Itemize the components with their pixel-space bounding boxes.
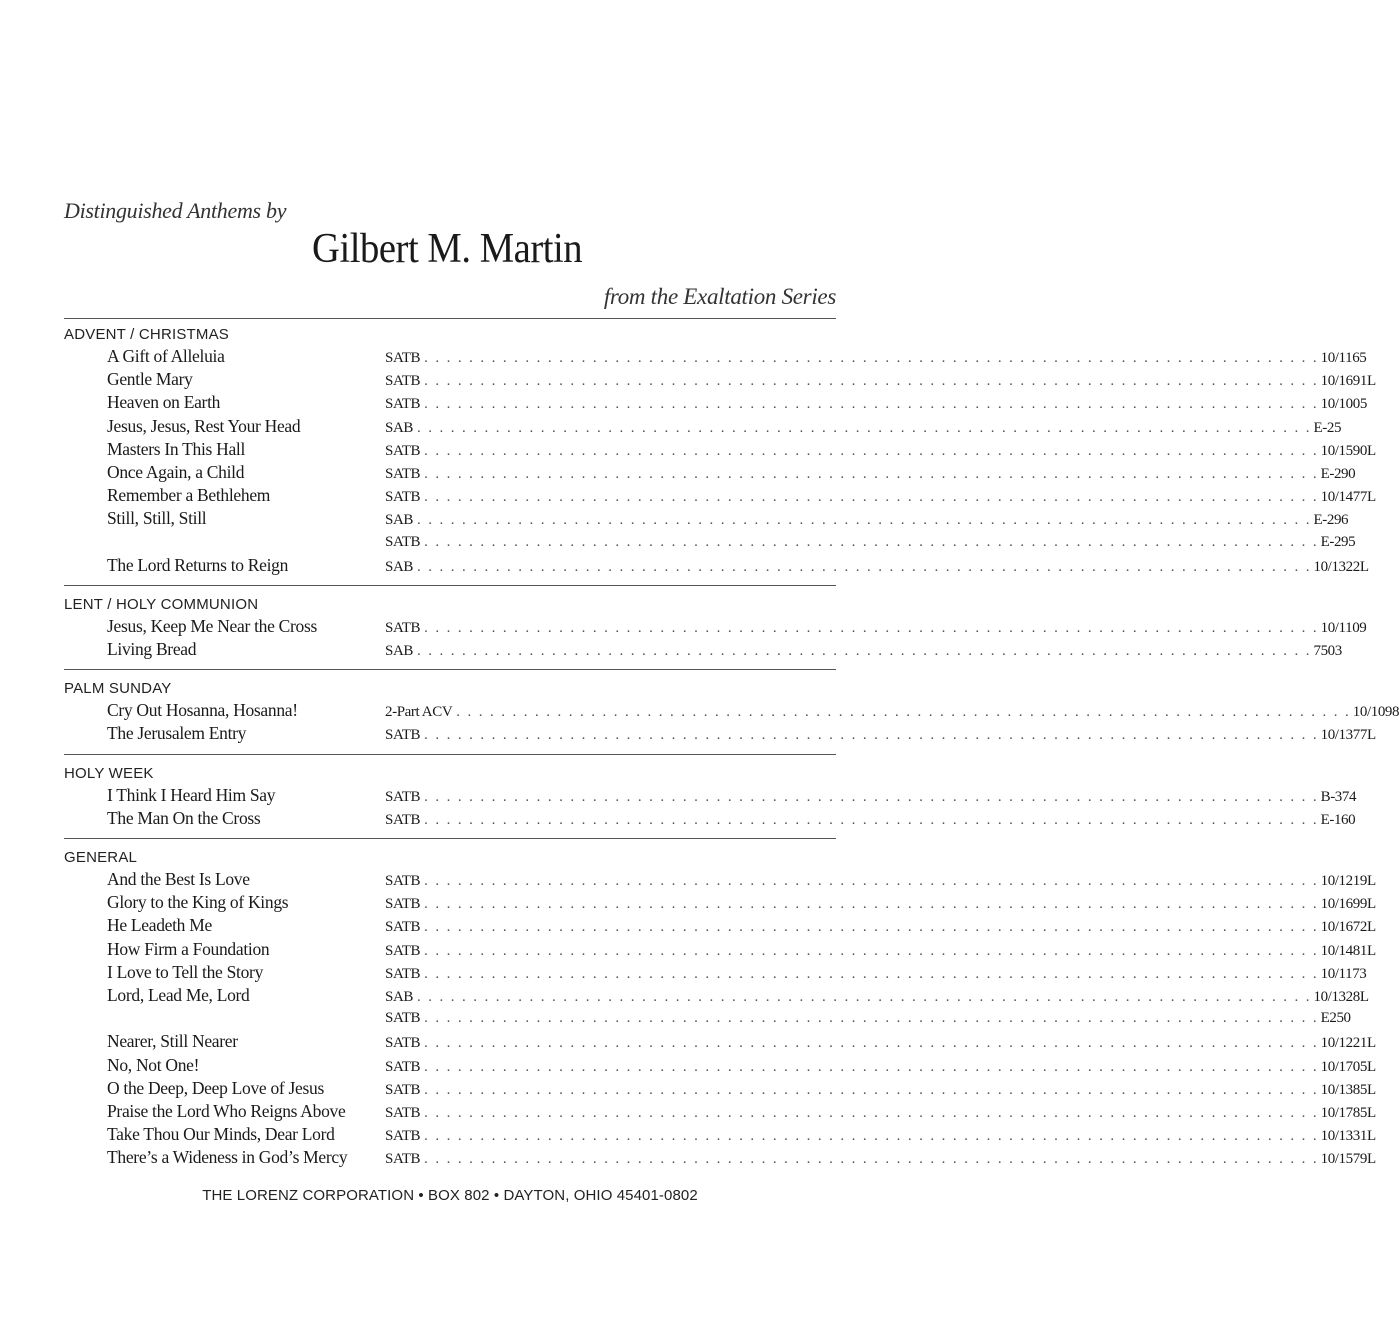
publisher-footer: THE LORENZ CORPORATION • BOX 802 • DAYTON, OHIO 45401-0802	[202, 1187, 698, 1204]
anthem-voicing: SAB	[385, 558, 413, 575]
dot-leader: . . . . . . . . . . . . . . . . . . . . . . . . . . . . . . . . . . . . . . . . . . . . . . . . . . . . . . . . . . . . . . . . . . . . . . . . . . . . . . . .	[424, 489, 1317, 506]
anthem-voicing: SATB	[385, 1035, 421, 1052]
anthem-row	[64, 345, 1367, 368]
catalog-section	[64, 669, 1399, 753]
anthem-title: There’s a Wideness in God’s Mercy	[107, 1147, 348, 1168]
dot-leader: . . . . . . . . . . . . . . . . . . . . . . . . . . . . . . . . . . . . . . . . . . . . . . . . . . . . . . . . . . . . . . . . . . . . . . . . . . . . . . . .	[424, 465, 1317, 482]
anthem-voicing: SATB	[385, 1081, 421, 1098]
dot-leader: . . . . . . . . . . . . . . . . . . . . . . . . . . . . . . . . . . . . . . . . . . . . . . . . . . . . . . . . . . . . . . . . . . . . . . . . . . . . . . . .	[424, 811, 1317, 828]
catalog-section	[64, 585, 1367, 669]
anthem-row	[64, 722, 1376, 745]
dot-leader: . . . . . . . . . . . . . . . . . . . . . . . . . . . . . . . . . . . . . . . . . . . . . . . . . . . . . . . . . . . . . . . . . . . . . . . . . . . . . . . .	[416, 558, 1310, 575]
catalog-number: 10/1165	[1320, 350, 1367, 366]
catalog-number: 10/1590L	[1320, 442, 1376, 459]
anthem-title: No, Not One!	[107, 1054, 200, 1075]
catalog-number: E250	[1320, 1010, 1351, 1027]
anthem-row	[64, 1123, 1376, 1146]
dot-leader: . . . . . . . . . . . . . . . . . . . . . . . . . . . . . . . . . . . . . . . . . . . . . . . . . . . . . . . . . . . . . . . . . . . . . . . . . . . . . . . .	[424, 1035, 1317, 1052]
header-divider	[64, 318, 836, 319]
catalog-number: 10/1672L	[1320, 919, 1376, 936]
section-title: PALM SUNDAY	[64, 680, 172, 698]
anthem-voicing: SATB	[385, 1128, 421, 1145]
anthem-voicing: SATB	[385, 727, 421, 744]
anthem-row	[64, 1030, 1376, 1053]
anthem-row	[64, 615, 1367, 638]
anthem-row	[64, 554, 1369, 577]
dot-leader: . . . . . . . . . . . . . . . . . . . . . . . . . . . . . . . . . . . . . . . . . . . . . . . . . . . . . . . . . . . . . . . . . . . . . . . . . . . . . . . .	[424, 350, 1317, 366]
dot-leader: . . . . . . . . . . . . . . . . . . . . . . . . . . . . . . . . . . . . . . . . . . . . . . . . . . . . . . . . . . . . . . . . . . . . . . . . . . . . . . . .	[424, 873, 1317, 889]
anthem-voicing: SAB	[385, 419, 413, 436]
anthem-voicing: SATB	[385, 811, 421, 828]
section-title: ADVENT / CHRISTMAS	[64, 326, 230, 343]
anthem-title: How Firm a Foundation	[107, 938, 270, 959]
dot-leader: . . . . . . . . . . . . . . . . . . . . . . . . . . . . . . . . . . . . . . . . . . . . . . . . . . . . . . . . . . . . . . . . . . . . . . . . . . . . . . . .	[424, 788, 1317, 805]
anthem-voicing: SATB	[385, 1058, 421, 1075]
catalog-number: 10/1377L	[1320, 727, 1376, 744]
dot-leader: . . . . . . . . . . . . . . . . . . . . . . . . . . . . . . . . . . . . . . . . . . . . . . . . . . . . . . . . . . . . . . . . . . . . . . . . . . . . . . . .	[416, 643, 1310, 660]
anthem-row	[64, 1146, 1376, 1169]
anthem-voicing: SAB	[385, 643, 413, 660]
anthem-row	[64, 368, 1376, 391]
catalog-number: 10/1785L	[1320, 1104, 1376, 1121]
anthem-row	[64, 1077, 1376, 1100]
anthem-voicing: SATB	[385, 373, 421, 390]
series-name: from the Exaltation Series	[603, 284, 836, 309]
anthem-voicing: SATB	[385, 788, 421, 805]
anthem-row	[64, 1054, 1376, 1077]
anthem-voicing: SATB	[385, 350, 421, 366]
anthem-voicing: SATB	[385, 489, 421, 506]
catalog-number: 10/1699L	[1320, 896, 1376, 913]
anthem-voicing: SAB	[385, 988, 413, 1005]
dot-leader: . . . . . . . . . . . . . . . . . . . . . . . . . . . . . . . . . . . . . . . . . . . . . . . . . . . . . . . . . . . . . . . . . . . . . . . . . . . . . . . .	[416, 419, 1310, 436]
dot-leader: . . . . . . . . . . . . . . . . . . . . . . . . . . . . . . . . . . . . . . . . . . . . . . . . . . . . . . . . . . . . . . . . . . . . . . . . . . . . . . . .	[424, 1010, 1317, 1027]
anthem-row	[64, 807, 1356, 830]
catalog-number: 10/1098	[1352, 704, 1399, 721]
anthem-title: Remember a Bethlehem	[107, 485, 271, 506]
anthem-voicing: SATB	[385, 465, 421, 482]
dot-leader: . . . . . . . . . . . . . . . . . . . . . . . . . . . . . . . . . . . . . . . . . . . . . . . . . . . . . . . . . . . . . . . . . . . . . . . . . . . . . . . .	[424, 1058, 1317, 1075]
anthem-row	[64, 914, 1376, 937]
catalog-number: 10/1328L	[1313, 988, 1369, 1005]
anthem-title: The Jerusalem Entry	[107, 723, 247, 744]
catalog-number: 10/1691L	[1320, 373, 1376, 390]
dot-leader: . . . . . . . . . . . . . . . . . . . . . . . . . . . . . . . . . . . . . . . . . . . . . . . . . . . . . . . . . . . . . . . . . . . . . . . . . . . . . . . .	[424, 1104, 1317, 1121]
anthem-title: He Leadeth Me	[107, 915, 212, 936]
anthem-title: Once Again, a Child	[107, 461, 245, 482]
intro-text: Distinguished Anthems by	[64, 198, 287, 223]
anthem-title: I Love to Tell the Story	[107, 961, 264, 982]
anthem-title: O the Deep, Deep Love of Jesus	[107, 1077, 324, 1098]
dot-leader: . . . . . . . . . . . . . . . . . . . . . . . . . . . . . . . . . . . . . . . . . . . . . . . . . . . . . . . . . . . . . . . . . . . . . . . . . . . . . . . .	[424, 373, 1317, 390]
anthem-title: The Lord Returns to Reign	[107, 554, 289, 575]
anthem-title: Lord, Lead Me, Lord	[107, 984, 250, 1005]
anthem-voicing: SATB	[385, 1010, 421, 1027]
catalog-section	[64, 324, 1376, 585]
dot-leader: . . . . . . . . . . . . . . . . . . . . . . . . . . . . . . . . . . . . . . . . . . . . . . . . . . . . . . . . . . . . . . . . . . . . . . . . . . . . . . . .	[424, 942, 1317, 959]
dot-leader: . . . . . . . . . . . . . . . . . . . . . . . . . . . . . . . . . . . . . . . . . . . . . . . . . . . . . . . . . . . . . . . . . . . . . . . . . . . . . . . .	[424, 965, 1317, 982]
anthem-row	[64, 438, 1376, 461]
anthem-row	[64, 1100, 1376, 1123]
dot-leader: . . . . . . . . . . . . . . . . . . . . . . . . . . . . . . . . . . . . . . . . . . . . . . . . . . . . . . . . . . . . . . . . . . . . . . . . . . . . . . . .	[424, 619, 1317, 636]
dot-leader: . . . . . . . . . . . . . . . . . . . . . . . . . . . . . . . . . . . . . . . . . . . . . . . . . . . . . . . . . . . . . . . . . . . . . . . . . . . . . . . .	[424, 896, 1317, 913]
anthem-title: Nearer, Still Nearer	[107, 1031, 238, 1052]
dot-leader: . . . . . . . . . . . . . . . . . . . . . . . . . . . . . . . . . . . . . . . . . . . . . . . . . . . . . . . . . . . . . . . . . . . . . . . . . . . . . . . .	[424, 442, 1317, 459]
anthem-title: Heaven on Earth	[107, 392, 221, 413]
anthem-voicing: SATB	[385, 442, 421, 459]
catalog-number: 10/1221L	[1320, 1035, 1376, 1052]
anthem-row	[64, 638, 1342, 661]
anthem-voicing: SATB	[385, 919, 421, 936]
anthem-voicing: SATB	[385, 1104, 421, 1121]
anthem-title: Cry Out Hosanna, Hosanna!	[107, 700, 298, 721]
catalog-number: 10/1579L	[1320, 1151, 1376, 1168]
catalog-number: E-25	[1313, 419, 1342, 436]
dot-leader: . . . . . . . . . . . . . . . . . . . . . . . . . . . . . . . . . . . . . . . . . . . . . . . . . . . . . . . . . . . . . . . . . . . . . . . . . . . . . . . .	[424, 396, 1317, 413]
catalog-number: B-374	[1320, 788, 1357, 805]
catalog-number: 10/1481L	[1320, 942, 1376, 959]
anthem-row	[64, 938, 1376, 961]
composer-name: Gilbert M. Martin	[312, 226, 583, 272]
anthem-voicing: SATB	[385, 396, 421, 413]
anthem-row	[64, 699, 1399, 722]
catalog-section	[64, 838, 1376, 1177]
anthem-title: Masters In This Hall	[107, 438, 246, 459]
catalog-number: 10/1477L	[1320, 489, 1376, 506]
anthem-row	[64, 391, 1367, 414]
anthem-title: Take Thou Our Minds, Dear Lord	[107, 1124, 335, 1145]
anthem-title: Gentle Mary	[107, 369, 193, 390]
anthem-title: Jesus, Keep Me Near the Cross	[107, 615, 317, 636]
anthem-row	[64, 984, 1369, 1007]
anthem-voicing: SATB	[385, 533, 421, 550]
catalog-section	[64, 754, 1357, 838]
catalog-number: E-295	[1320, 533, 1356, 550]
anthem-row	[64, 961, 1367, 984]
catalog-number: 10/1005	[1320, 396, 1367, 413]
dot-leader: . . . . . . . . . . . . . . . . . . . . . . . . . . . . . . . . . . . . . . . . . . . . . . . . . . . . . . . . . . . . . . . . . . . . . . . . . . . . . . . .	[424, 1081, 1317, 1098]
anthem-title: Living Bread	[107, 639, 197, 660]
catalog-number: E-160	[1320, 811, 1356, 828]
anthem-title: Praise the Lord Who Reigns Above	[107, 1100, 346, 1121]
anthem-voicing: SATB	[385, 873, 421, 889]
catalog-number: 10/1705L	[1320, 1058, 1376, 1075]
anthem-catalog	[64, 324, 1399, 1177]
anthem-title: The Man On the Cross	[107, 807, 261, 828]
anthem-voicing: 2-Part ACV	[385, 704, 453, 721]
anthem-voicing: SAB	[385, 512, 413, 529]
catalog-number: 10/1385L	[1320, 1081, 1376, 1098]
dot-leader: . . . . . . . . . . . . . . . . . . . . . . . . . . . . . . . . . . . . . . . . . . . . . . . . . . . . . . . . . . . . . . . . . . . . . . . . . . . . . . . .	[424, 1151, 1317, 1168]
catalog-number: 10/1331L	[1320, 1128, 1376, 1145]
anthem-row	[64, 461, 1356, 484]
catalog-number: 7503	[1313, 643, 1342, 660]
anthem-row	[64, 891, 1376, 914]
anthem-voicing: SATB	[385, 619, 421, 636]
dot-leader: . . . . . . . . . . . . . . . . . . . . . . . . . . . . . . . . . . . . . . . . . . . . . . . . . . . . . . . . . . . . . . . . . . . . . . . . . . . . . . . .	[416, 512, 1310, 529]
catalog-number: E-296	[1313, 512, 1349, 529]
anthem-row	[64, 868, 1376, 891]
catalog-number: 10/1322L	[1313, 558, 1369, 575]
dot-leader: . . . . . . . . . . . . . . . . . . . . . . . . . . . . . . . . . . . . . . . . . . . . . . . . . . . . . . . . . . . . . . . . . . . . . . . . . . . . . . . .	[424, 919, 1317, 936]
dot-leader: . . . . . . . . . . . . . . . . . . . . . . . . . . . . . . . . . . . . . . . . . . . . . . . . . . . . . . . . . . . . . . . . . . . . . . . . . . . . . . . .	[424, 727, 1317, 744]
anthem-voicing: SATB	[385, 965, 421, 982]
anthem-title: A Gift of Alleluia	[107, 346, 225, 366]
section-title: LENT / HOLY COMMUNION	[64, 595, 259, 613]
anthem-title: And the Best Is Love	[107, 869, 250, 889]
anthem-row	[64, 507, 1349, 530]
anthem-voicing: SATB	[385, 1151, 421, 1168]
anthem-row	[64, 531, 1356, 554]
catalog-number: 10/1219L	[1320, 873, 1376, 889]
section-title: GENERAL	[64, 849, 138, 866]
anthem-title: Glory to the King of Kings	[107, 892, 289, 913]
anthem-row	[64, 415, 1342, 438]
catalog-number: E-290	[1320, 465, 1356, 482]
dot-leader: . . . . . . . . . . . . . . . . . . . . . . . . . . . . . . . . . . . . . . . . . . . . . . . . . . . . . . . . . . . . . . . . . . . . . . . . . . . . . . . .	[416, 988, 1310, 1005]
anthem-title: I Think I Heard Him Say	[107, 784, 276, 805]
dot-leader: . . . . . . . . . . . . . . . . . . . . . . . . . . . . . . . . . . . . . . . . . . . . . . . . . . . . . . . . . . . . . . . . . . . . . . . . . . . . . . . .	[424, 1128, 1317, 1145]
anthem-title: Jesus, Jesus, Rest Your Head	[107, 415, 301, 436]
anthem-voicing: SATB	[385, 896, 421, 913]
catalog-number: 10/1173	[1320, 965, 1367, 982]
catalog-number: 10/1109	[1320, 619, 1367, 636]
dot-leader: . . . . . . . . . . . . . . . . . . . . . . . . . . . . . . . . . . . . . . . . . . . . . . . . . . . . . . . . . . . . . . . . . . . . . . . . . . . . . . . .	[456, 704, 1349, 721]
anthem-row	[64, 484, 1376, 507]
dot-leader: . . . . . . . . . . . . . . . . . . . . . . . . . . . . . . . . . . . . . . . . . . . . . . . . . . . . . . . . . . . . . . . . . . . . . . . . . . . . . . . .	[424, 533, 1317, 550]
anthem-title: Still, Still, Still	[107, 508, 207, 529]
anthem-row	[64, 784, 1357, 807]
anthem-row	[64, 1007, 1351, 1030]
anthem-voicing: SATB	[385, 942, 421, 959]
section-title: HOLY WEEK	[64, 764, 154, 782]
